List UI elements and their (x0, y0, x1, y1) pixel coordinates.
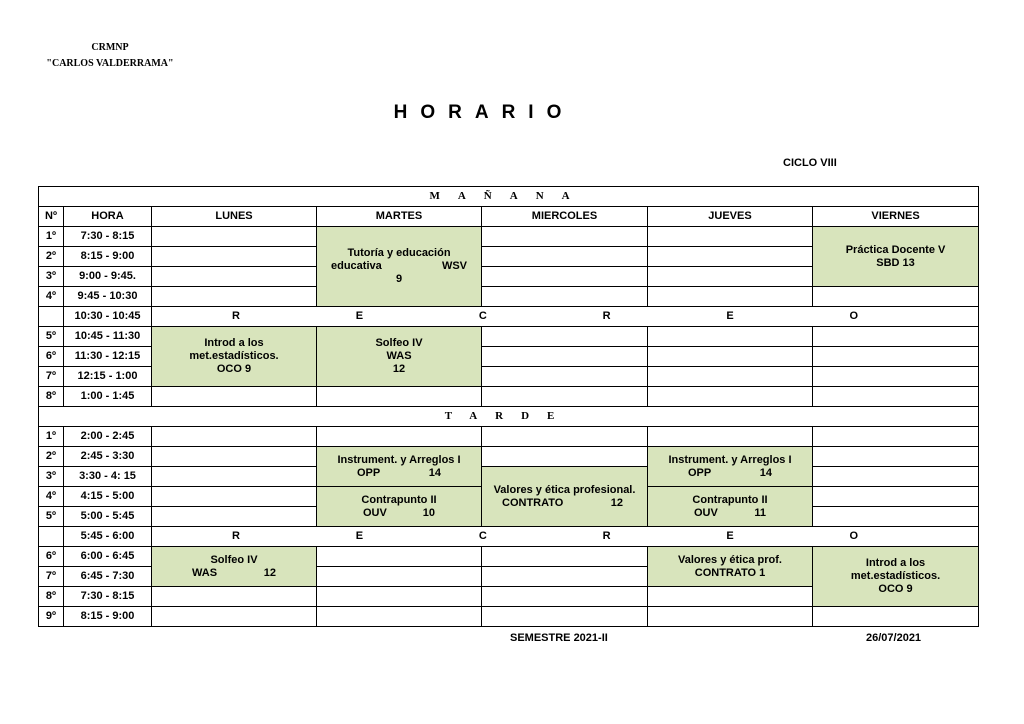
teacher-room: CONTRATO 1 (694, 566, 766, 579)
class-name: Instrument. y Arreglos I (337, 453, 461, 466)
teacher-code: OUV (363, 506, 387, 519)
semester-label: SEMESTRE 2021-II (510, 632, 608, 644)
room-number: 12 (610, 496, 623, 509)
empty-cell (648, 327, 813, 347)
period-time: 1:00 - 1:45 (64, 387, 152, 407)
period-number: 5º (39, 507, 64, 527)
class-name-cont: met.estadísticos. (850, 570, 941, 582)
empty-cell (648, 367, 813, 387)
empty-cell (482, 287, 648, 307)
class-cell-jueves-valores (648, 547, 813, 587)
empty-cell (317, 387, 482, 407)
recreo-label (152, 527, 979, 547)
period-time: 10:30 - 10:45 (64, 307, 152, 327)
empty-cell (813, 607, 979, 627)
empty-cell (813, 467, 979, 487)
empty-cell (648, 427, 813, 447)
class-cell-jueves-instrument (648, 447, 813, 487)
period-number: 8º (39, 587, 64, 607)
empty-cell (482, 567, 648, 587)
recreo-letter: E (355, 530, 364, 542)
class-name: Contrapunto II (361, 493, 437, 506)
class-cell-viernes-introd (813, 547, 979, 607)
empty-cell (813, 427, 979, 447)
empty-cell (813, 507, 979, 527)
period-number: 3º (39, 467, 64, 487)
empty-cell (482, 247, 648, 267)
table-row (39, 287, 979, 307)
period-time: 10:45 - 11:30 (64, 327, 152, 347)
empty-cell (482, 367, 648, 387)
table-row (39, 227, 979, 247)
period-time: 6:45 - 7:30 (64, 567, 152, 587)
recreo-label (152, 307, 979, 327)
empty-cell (482, 547, 648, 567)
empty-cell (152, 507, 317, 527)
room-number: 10 (422, 506, 435, 519)
recreo-letter: O (849, 530, 859, 542)
empty-cell (152, 447, 317, 467)
empty-cell (648, 247, 813, 267)
period-number: 1º (39, 227, 64, 247)
class-name: Introd a los (865, 557, 926, 569)
period-number: 9º (39, 607, 64, 627)
class-name: Instrument. y Arreglos I (668, 453, 792, 466)
col-header-viernes: VIERNES (813, 207, 979, 227)
empty-cell (317, 587, 482, 607)
empty-cell (152, 587, 317, 607)
empty-cell (152, 607, 317, 627)
room-number: 11 (754, 506, 766, 519)
period-number: 4º (39, 287, 64, 307)
empty-cell (317, 567, 482, 587)
room-number: 14 (428, 466, 441, 479)
period-number: 6º (39, 347, 64, 367)
teacher-code: WSV (441, 260, 467, 272)
period-number: 8º (39, 387, 64, 407)
teacher-room: OCO 9 (878, 583, 913, 595)
period-time: 6:00 - 6:45 (64, 547, 152, 567)
period-time: 7:30 - 8:15 (64, 227, 152, 247)
period-time: 9:45 - 10:30 (64, 287, 152, 307)
schedule-table (38, 186, 979, 627)
table-row (39, 447, 979, 467)
col-header-miercoles: MIERCOLES (482, 207, 648, 227)
date-label: 26/07/2021 (866, 632, 922, 644)
col-header-lunes: LUNES (152, 207, 317, 227)
period-time: 4:15 - 5:00 (64, 487, 152, 507)
class-cell-miercoles-valores (482, 467, 648, 527)
teacher-code: WAS (386, 350, 412, 362)
teacher-room: OCO 9 (216, 363, 252, 375)
class-name: Práctica Docente V (845, 243, 946, 256)
col-header-hora: HORA (64, 207, 152, 227)
class-cell-lunes-introd (152, 327, 317, 387)
period-number: 1º (39, 427, 64, 447)
section-row-tarde (39, 407, 979, 427)
empty-cell (482, 427, 648, 447)
period-time: 8:15 - 9:00 (64, 607, 152, 627)
empty-cell (648, 587, 813, 607)
empty-cell (648, 347, 813, 367)
class-name: Valores y ética prof. (678, 553, 782, 566)
empty-cell (648, 267, 813, 287)
empty-cell (152, 247, 317, 267)
recreo-letter: R (232, 310, 240, 322)
recreo-letter: E (726, 530, 734, 542)
table-row (39, 547, 979, 567)
section-label-manana: MAÑANA (39, 187, 979, 207)
empty-cell (152, 387, 317, 407)
period-time: 3:30 - 4: 15 (64, 467, 152, 487)
class-cell-martes-solfeo (317, 327, 482, 387)
empty-cell (152, 427, 317, 447)
class-cell-martes-instrument (317, 447, 482, 487)
empty-cell (482, 587, 648, 607)
table-row (39, 327, 979, 347)
period-time: 11:30 - 12:15 (64, 347, 152, 367)
teacher-code: OUV (694, 506, 718, 519)
class-cell-jueves-contrapunto (648, 487, 813, 527)
empty-cell (813, 327, 979, 347)
recreo-letter: R (232, 530, 240, 542)
empty-cell (648, 287, 813, 307)
col-header-martes: MARTES (317, 207, 482, 227)
school-name: CRMNP (91, 42, 129, 53)
recreo-letter: R (602, 310, 611, 322)
period-time: 8:15 - 9:00 (64, 247, 152, 267)
class-name: Tutoría y educación (347, 247, 451, 259)
empty-cell (317, 607, 482, 627)
empty-cell (813, 387, 979, 407)
period-time: 2:45 - 3:30 (64, 447, 152, 467)
period-time: 7:30 - 8:15 (64, 587, 152, 607)
teacher-code: OPP (688, 466, 712, 479)
teacher-code: OPP (357, 466, 381, 479)
empty-cell (813, 447, 979, 467)
period-number: 4º (39, 487, 64, 507)
teacher-code: WAS (192, 566, 218, 579)
empty-cell (482, 267, 648, 287)
empty-cell (152, 467, 317, 487)
col-header-jueves: JUEVES (648, 207, 813, 227)
period-number: 7º (39, 567, 64, 587)
period-number: 5º (39, 327, 64, 347)
document-title: HORARIO (393, 102, 575, 123)
recreo-letter: C (478, 530, 487, 542)
header-row (39, 207, 979, 227)
table-row (39, 467, 979, 487)
teacher-room: SBD 13 (876, 256, 915, 269)
empty-cell (152, 287, 317, 307)
period-time: 9:00 - 9:45. (64, 267, 152, 287)
teacher-code: CONTRATO (502, 496, 564, 509)
class-name: Valores y ética profesional. (493, 483, 636, 496)
room-number: 9 (395, 273, 403, 285)
recreo-row (39, 307, 979, 327)
class-cell-viernes-practica (813, 227, 979, 287)
empty-cell (482, 227, 648, 247)
empty-cell (648, 387, 813, 407)
empty-cell (482, 607, 648, 627)
period-number: 3º (39, 267, 64, 287)
empty-cell (317, 427, 482, 447)
recreo-letter: E (726, 310, 734, 322)
class-name-cont: met.estadísticos. (189, 350, 279, 362)
class-name: Contrapunto II (692, 493, 768, 506)
recreo-letter: R (602, 530, 611, 542)
class-name: Solfeo IV (210, 553, 258, 566)
empty-cell (813, 287, 979, 307)
class-name: Introd a los (204, 337, 264, 349)
section-label-tarde: TARDE (39, 407, 979, 427)
room-number: 12 (263, 566, 276, 579)
col-header-n: Nº (39, 207, 64, 227)
period-number: 7º (39, 367, 64, 387)
empty-cell (317, 547, 482, 567)
empty-cell (813, 367, 979, 387)
empty-cell (813, 487, 979, 507)
period-time: 2:00 - 2:45 (64, 427, 152, 447)
empty-cell (152, 267, 317, 287)
empty-cell (482, 327, 648, 347)
recreo-letter: C (478, 310, 487, 322)
empty-cell (39, 527, 64, 547)
recreo-letter: O (849, 310, 859, 322)
empty-cell (648, 607, 813, 627)
empty-cell (482, 387, 648, 407)
period-time: 5:45 - 6:00 (64, 527, 152, 547)
table-row (39, 427, 979, 447)
period-number: 6º (39, 547, 64, 567)
room-number: 14 (759, 466, 772, 479)
table-row (39, 387, 979, 407)
recreo-letter: E (355, 310, 364, 322)
class-cell-lunes-solfeo (152, 547, 317, 587)
school-subtitle: "CARLOS VALDERRAMA" (46, 58, 174, 69)
empty-cell (482, 347, 648, 367)
empty-cell (648, 227, 813, 247)
recreo-row (39, 527, 979, 547)
class-cell-martes-contrapunto (317, 487, 482, 527)
table-row (39, 607, 979, 627)
empty-cell (813, 347, 979, 367)
period-time: 5:00 - 5:45 (64, 507, 152, 527)
class-name-cont: educativa (331, 260, 382, 272)
class-name: Solfeo IV (375, 337, 423, 349)
empty-cell (39, 307, 64, 327)
period-number: 2º (39, 447, 64, 467)
empty-cell (482, 447, 648, 467)
period-time: 12:15 - 1:00 (64, 367, 152, 387)
empty-cell (152, 227, 317, 247)
cycle-label: CICLO VIII (783, 157, 837, 169)
empty-cell (152, 487, 317, 507)
period-number: 2º (39, 247, 64, 267)
room-number: 12 (392, 363, 406, 375)
class-cell-martes-tutoria (317, 227, 482, 307)
section-row-manana (39, 187, 979, 207)
